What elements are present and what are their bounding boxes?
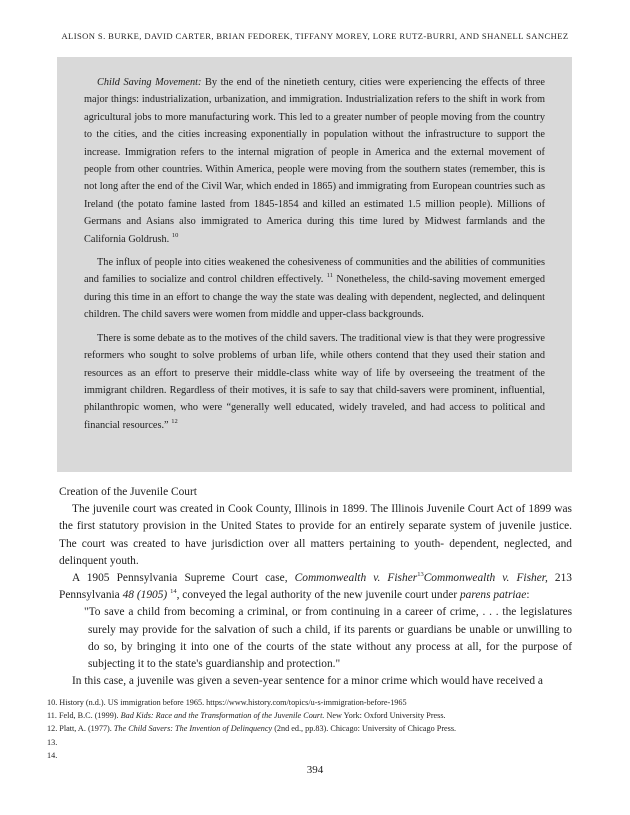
case-name-1: Commonwealth v. Fisher xyxy=(294,572,418,585)
box-paragraph-3-text: There is some debate as to the motives of the child savers. The traditional view is that they were progressive reformers who sought to solve problems of urban life, while others contend that they used their station and resources as an effort to preserve their middle-class white way of life by overseeing the treatment of the immigrant children. Regardless of their motives, it is safe to say that child-savers were prominent, influential, philanthropic women, who were “generally well educated, widely traveled, and had access to political and financial resources.” xyxy=(84,332,545,431)
body-paragraph-3: In this case, a juvenile was given a seven-year sentence for a minor crime which would have received a xyxy=(72,675,543,688)
footnote-12 xyxy=(47,722,587,735)
case-year: 48 (1905) xyxy=(122,589,168,602)
footnote-ref-11[interactable]: 11 xyxy=(326,272,333,280)
footnote-ref-13[interactable]: 13 xyxy=(417,571,424,579)
footnote-11-text-a: 11. Feld, B.C. (1999). xyxy=(47,711,121,721)
section-heading: Creation of the Juvenile Court xyxy=(59,486,197,498)
p2-text-c: , conveyed the legal authority of the new juvenile court under xyxy=(176,589,460,602)
block-quote: "To save a child from becoming a criminal, or from continuing in a career of crime, . . . the legislatures surely may provide for the salvation of such a child, if its parents or guardians be unable or unwilling to do so, by bringing it into one of the courts of the state without any process at all, for the purpose of subjecting it to the state's guardianship and protection." xyxy=(84,606,572,671)
box-paragraph-1 xyxy=(84,74,545,248)
footnotes xyxy=(47,696,587,762)
box-paragraph-2-text-a: The influx of people into cities weakened the cohesiveness of communities and the abilities of communities and families to socialize and control children effectively. xyxy=(84,257,545,286)
footnote-ref-14[interactable]: 14 xyxy=(170,588,177,596)
footnote-12-text-b: (2nd ed., pp.83). Chicago: University of Chicago Press. xyxy=(272,724,457,734)
p2-text-a: A 1905 Pennsylvania Supreme Court case, xyxy=(72,572,295,585)
box-term: Child Saving Movement: xyxy=(97,77,202,88)
sidebar-box-text xyxy=(84,74,545,440)
footnote-11-text-b: New York: Oxford University Press. xyxy=(324,711,446,721)
running-header: ALISON S. BURKE, DAVID CARTER, BRIAN FEDOREK, TIFFANY MOREY, LORE RUTZ-BURRI, AND SHANELL SANCHEZ xyxy=(61,31,569,41)
box-paragraph-2 xyxy=(84,254,545,324)
footnote-11-title: Bad Kids: Race and the Transformation of the Juvenile Court. xyxy=(120,711,325,721)
body-paragraph-1: The juvenile court was created in Cook County, Illinois in 1899. The Illinois Juvenile Court Act of 1899 was the first statutory provision in the United States to provide for an entirely separate system of juvenile justice. The court was created to have jurisdiction over all matters pertaining to youth- dependent, neglected, and delinquent youth. xyxy=(59,503,572,567)
box-paragraph-2-text-b: Nonetheless, the child-saving movement emerged during this time in an effort to change the way the state was dealing with dependent, neglected, and delinquent children. The child savers were women from middle and upper-class backgrounds. xyxy=(84,274,546,321)
p2-text-d: : xyxy=(526,589,530,602)
p2-text-b: 213 Pennsylvania xyxy=(59,572,572,602)
box-paragraph-1-text: By the end of the ninetieth century, cities were experiencing the effects of three major things: industrialization, urbanization, and immigration. Industrialization refers to the shift in work from agricultural jobs to more manufacturing work. This led to a greater number of people moving from the country to the cities, and the cities increasing exponentially in population without the infrastructure to support the increase. Immigration refers to the internal migration of people in America and the external movement of people from other countries. Within America, people were moving from the southern states (remember, this is not long after the end of the Civil War, which ended in 1865) and immigrating from European countries such as Ireland (the potato famine lasted from 1845-1854 and killed an estimated 1.5 million people). Millions of Germans and Asians also immigrated to America during this time lured by Midwest farmlands and the California Goldrush. xyxy=(84,77,545,245)
footnote-ref-10[interactable]: 10 xyxy=(171,231,179,239)
case-name-2: Commonwealth v. Fisher, xyxy=(423,572,548,585)
footnote-14: 14. xyxy=(47,750,58,760)
footnote-10: 10. History (n.d.). US immigration before 1965. https://www.history.com/topics/u-s-immigration-before-1965 xyxy=(47,698,407,707)
footnote-12-text-a: 12. Platt, A. (1977). xyxy=(47,724,114,734)
footnote-ref-12[interactable]: 12 xyxy=(171,417,178,425)
main-content xyxy=(59,484,572,690)
footnote-11 xyxy=(47,709,587,722)
footnote-13: 13. xyxy=(47,737,58,747)
footnote-12-title: The Child Savers: The Invention of Delinquency xyxy=(113,724,273,734)
box-paragraph-3 xyxy=(84,330,545,434)
page-number: 394 xyxy=(306,764,324,776)
latin-term: parens patriae xyxy=(459,589,527,602)
body-paragraph-2 xyxy=(59,570,572,604)
